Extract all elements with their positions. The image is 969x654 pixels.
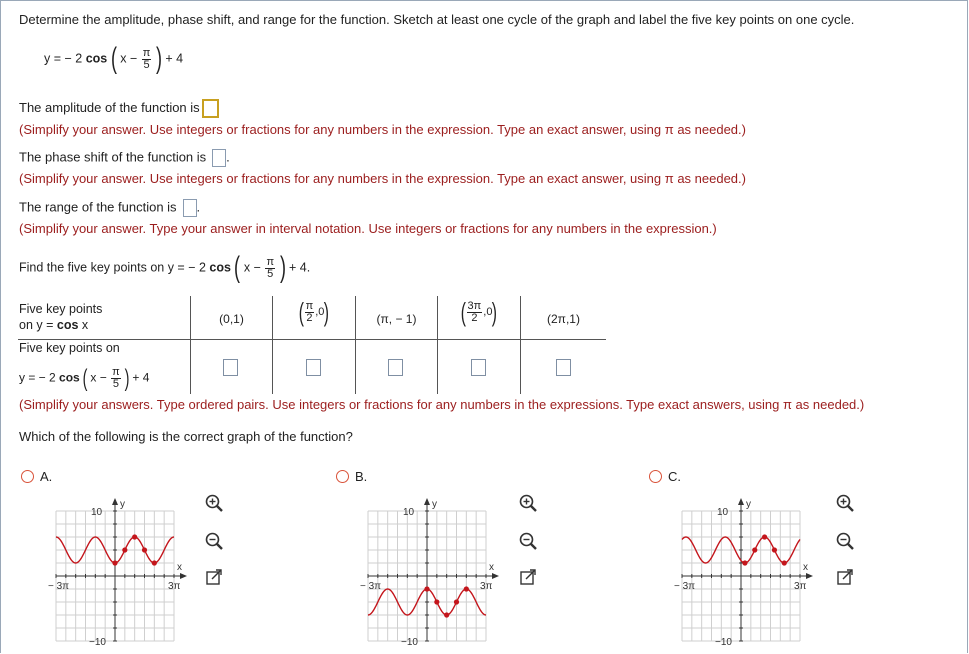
kp-paren-right: ) [279, 251, 286, 284]
keypoint-1: (0,1) [219, 312, 244, 326]
x-max-label: 3π [794, 581, 807, 592]
row2-paren-left: ( [82, 364, 88, 392]
y-axis-arrow [424, 498, 430, 505]
keypoint-input-5[interactable] [556, 359, 571, 376]
key-point-dot [152, 560, 157, 565]
function-tail: + 4 [165, 51, 184, 66]
key-point-dot [464, 586, 469, 591]
zoom-out-icon[interactable] [204, 531, 224, 551]
kp2-frac [305, 301, 315, 324]
key-point-dot [142, 547, 147, 552]
option-c-radio[interactable] [649, 470, 662, 483]
fraction-num: π [142, 46, 151, 59]
kp-tail: + 4. [289, 260, 311, 275]
kp2-paren-left: ( [298, 297, 304, 327]
y-axis-label: y [432, 499, 437, 510]
keypoint-3: (π, − 1) [376, 312, 417, 326]
option-a-label[interactable]: A. [40, 469, 53, 484]
expand-icon[interactable] [835, 567, 855, 587]
y-axis-label: y [746, 499, 751, 510]
y-min-label: −10 [715, 637, 732, 648]
key-point-dot [742, 560, 747, 565]
y-axis-label: y [120, 499, 125, 510]
col-sep-5 [520, 296, 521, 394]
phase-hint: (Simplify your answer. Use integers or fractions for any numbers in the expression. Type an exact answer, using π as needed.) [19, 171, 746, 186]
keypoint-2 [273, 297, 355, 327]
y-axis-arrow [112, 498, 118, 505]
zoom-in-icon[interactable] [204, 493, 224, 513]
row2-function [19, 364, 150, 392]
row2-frac-num: π [112, 366, 120, 378]
graph-question: Which of the following is the correct graph of the function? [19, 429, 353, 444]
keypoints-hint: (Simplify your answers. Type ordered pairs. Use integers or fractions for any numbers in the expressions. Type exact answers, using π as needed.) [19, 397, 865, 412]
x-min-label: − 3π [360, 581, 382, 592]
range-hint: (Simplify your answer. Type your answer in interval notation. Use integers or fractions for any numbers in the expression.) [19, 221, 717, 236]
option-c-label[interactable]: C. [668, 469, 681, 484]
kp4-tail: ,0 [483, 306, 493, 319]
keypoint-4 [438, 297, 520, 327]
key-point-dot [752, 547, 757, 552]
amplitude-row [19, 99, 219, 118]
row1-x: x [81, 318, 89, 332]
instructions: Determine the amplitude, phase shift, and range for the function. Sketch at least one cycle of the graph and label the five key points on one cycle. [19, 12, 855, 27]
row1-cos: cos [56, 318, 79, 332]
kp-frac-den: 5 [267, 267, 274, 280]
row2-x: x − [90, 370, 107, 385]
keypoints-prompt-text: Find the five key points on y = − 2 [19, 260, 206, 275]
key-point-dot [772, 547, 777, 552]
phase-period: . [226, 149, 230, 165]
kp4-frac [467, 301, 483, 324]
col-sep-3 [355, 296, 356, 394]
paren-left: ( [110, 42, 117, 75]
keypoints-cos: cos [209, 260, 231, 275]
phase-input[interactable] [212, 149, 226, 167]
range-row [19, 199, 200, 217]
kp4-paren-left: ( [460, 297, 466, 327]
keypoint-input-4[interactable] [471, 359, 486, 376]
kp2-tail: ,0 [315, 306, 325, 319]
zoom-in-icon[interactable] [518, 493, 538, 513]
x-axis-arrow [180, 573, 187, 579]
x-axis-arrow [492, 573, 499, 579]
y-min-label: −10 [89, 637, 106, 648]
function-expression [44, 42, 184, 75]
keypoint-input-3[interactable] [388, 359, 403, 376]
kp4-paren-right: ) [492, 297, 498, 327]
x-max-label: 3π [480, 581, 493, 592]
row2-paren-right: ) [124, 364, 130, 392]
zoom-out-icon[interactable] [835, 531, 855, 551]
expand-icon[interactable] [518, 567, 538, 587]
keypoints-prompt [19, 251, 311, 284]
kp4-den: 2 [471, 311, 478, 324]
range-label: The range of the function is [19, 199, 177, 215]
x-min-label: − 3π [48, 581, 70, 592]
x-axis-label: x [803, 562, 808, 573]
y-axis-arrow [738, 498, 744, 505]
kp4-num: 3π [467, 299, 482, 312]
row2-label: Five key points on [19, 341, 120, 355]
amplitude-label: The amplitude of the function is [19, 99, 200, 115]
function-lhs: y = − 2 [44, 51, 83, 66]
key-point-dot [122, 547, 127, 552]
y-max-label: 10 [91, 507, 103, 518]
row2-tail: + 4 [132, 370, 150, 385]
keypoint-5: (2π,1) [547, 312, 580, 326]
fraction-den: 5 [143, 58, 150, 71]
phase-label: The phase shift of the function is [19, 149, 207, 165]
graph-option-c[interactable] [674, 493, 824, 654]
zoom-out-icon[interactable] [518, 531, 538, 551]
y-min-label: −10 [401, 637, 418, 648]
row2-fraction [111, 367, 121, 390]
fraction-pi-over-5 [142, 48, 152, 71]
kp-paren-left: ( [234, 251, 241, 284]
row1-label-b-text: on y = [19, 318, 54, 332]
option-a-radio[interactable] [21, 470, 34, 483]
expand-icon[interactable] [204, 567, 224, 587]
row2-cos: cos [59, 370, 80, 385]
row2-lhs: y = − 2 [19, 370, 56, 385]
range-period: . [196, 199, 201, 215]
keypoint-input-2[interactable] [306, 359, 321, 376]
phase-row [19, 149, 230, 167]
amplitude-input[interactable] [202, 99, 219, 118]
key-point-dot [454, 599, 459, 604]
x-max-label: 3π [168, 581, 181, 592]
graph-option-a[interactable] [48, 493, 198, 654]
range-input[interactable] [183, 199, 197, 217]
graph-option-b[interactable] [360, 493, 510, 654]
key-point-dot [762, 534, 767, 539]
key-point-dot [132, 534, 137, 539]
x-axis-arrow [806, 573, 813, 579]
kp-fraction [265, 257, 275, 280]
key-point-dot [782, 560, 787, 565]
table-divider [18, 339, 606, 340]
option-b-radio[interactable] [336, 470, 349, 483]
kp2-paren-right: ) [324, 297, 330, 327]
function-cos: cos [85, 51, 108, 66]
row2-frac-den: 5 [112, 378, 119, 390]
option-b-label[interactable]: B. [355, 469, 368, 484]
x-axis-label: x [177, 562, 182, 573]
key-point-dot [444, 612, 449, 617]
row1-label-a: Five key points [19, 302, 103, 316]
kp2-num: π [305, 299, 314, 312]
y-max-label: 10 [403, 507, 415, 518]
y-max-label: 10 [717, 507, 729, 518]
key-point-dot [424, 586, 429, 591]
function-x: x − [120, 51, 138, 66]
zoom-in-icon[interactable] [835, 493, 855, 513]
kp-x: x − [243, 260, 261, 275]
row1-label-b [19, 318, 88, 332]
keypoint-input-1[interactable] [223, 359, 238, 376]
key-point-dot [112, 560, 117, 565]
amplitude-hint: (Simplify your answer. Use integers or fractions for any numbers in the expression. Type an exact answer, using π as needed.) [19, 122, 746, 137]
kp2-den: 2 [306, 311, 313, 324]
x-min-label: − 3π [674, 581, 696, 592]
key-point-dot [434, 599, 439, 604]
x-axis-label: x [489, 562, 494, 573]
kp-frac-num: π [266, 255, 275, 268]
paren-right: ) [155, 42, 162, 75]
col-sep-1 [190, 296, 191, 394]
